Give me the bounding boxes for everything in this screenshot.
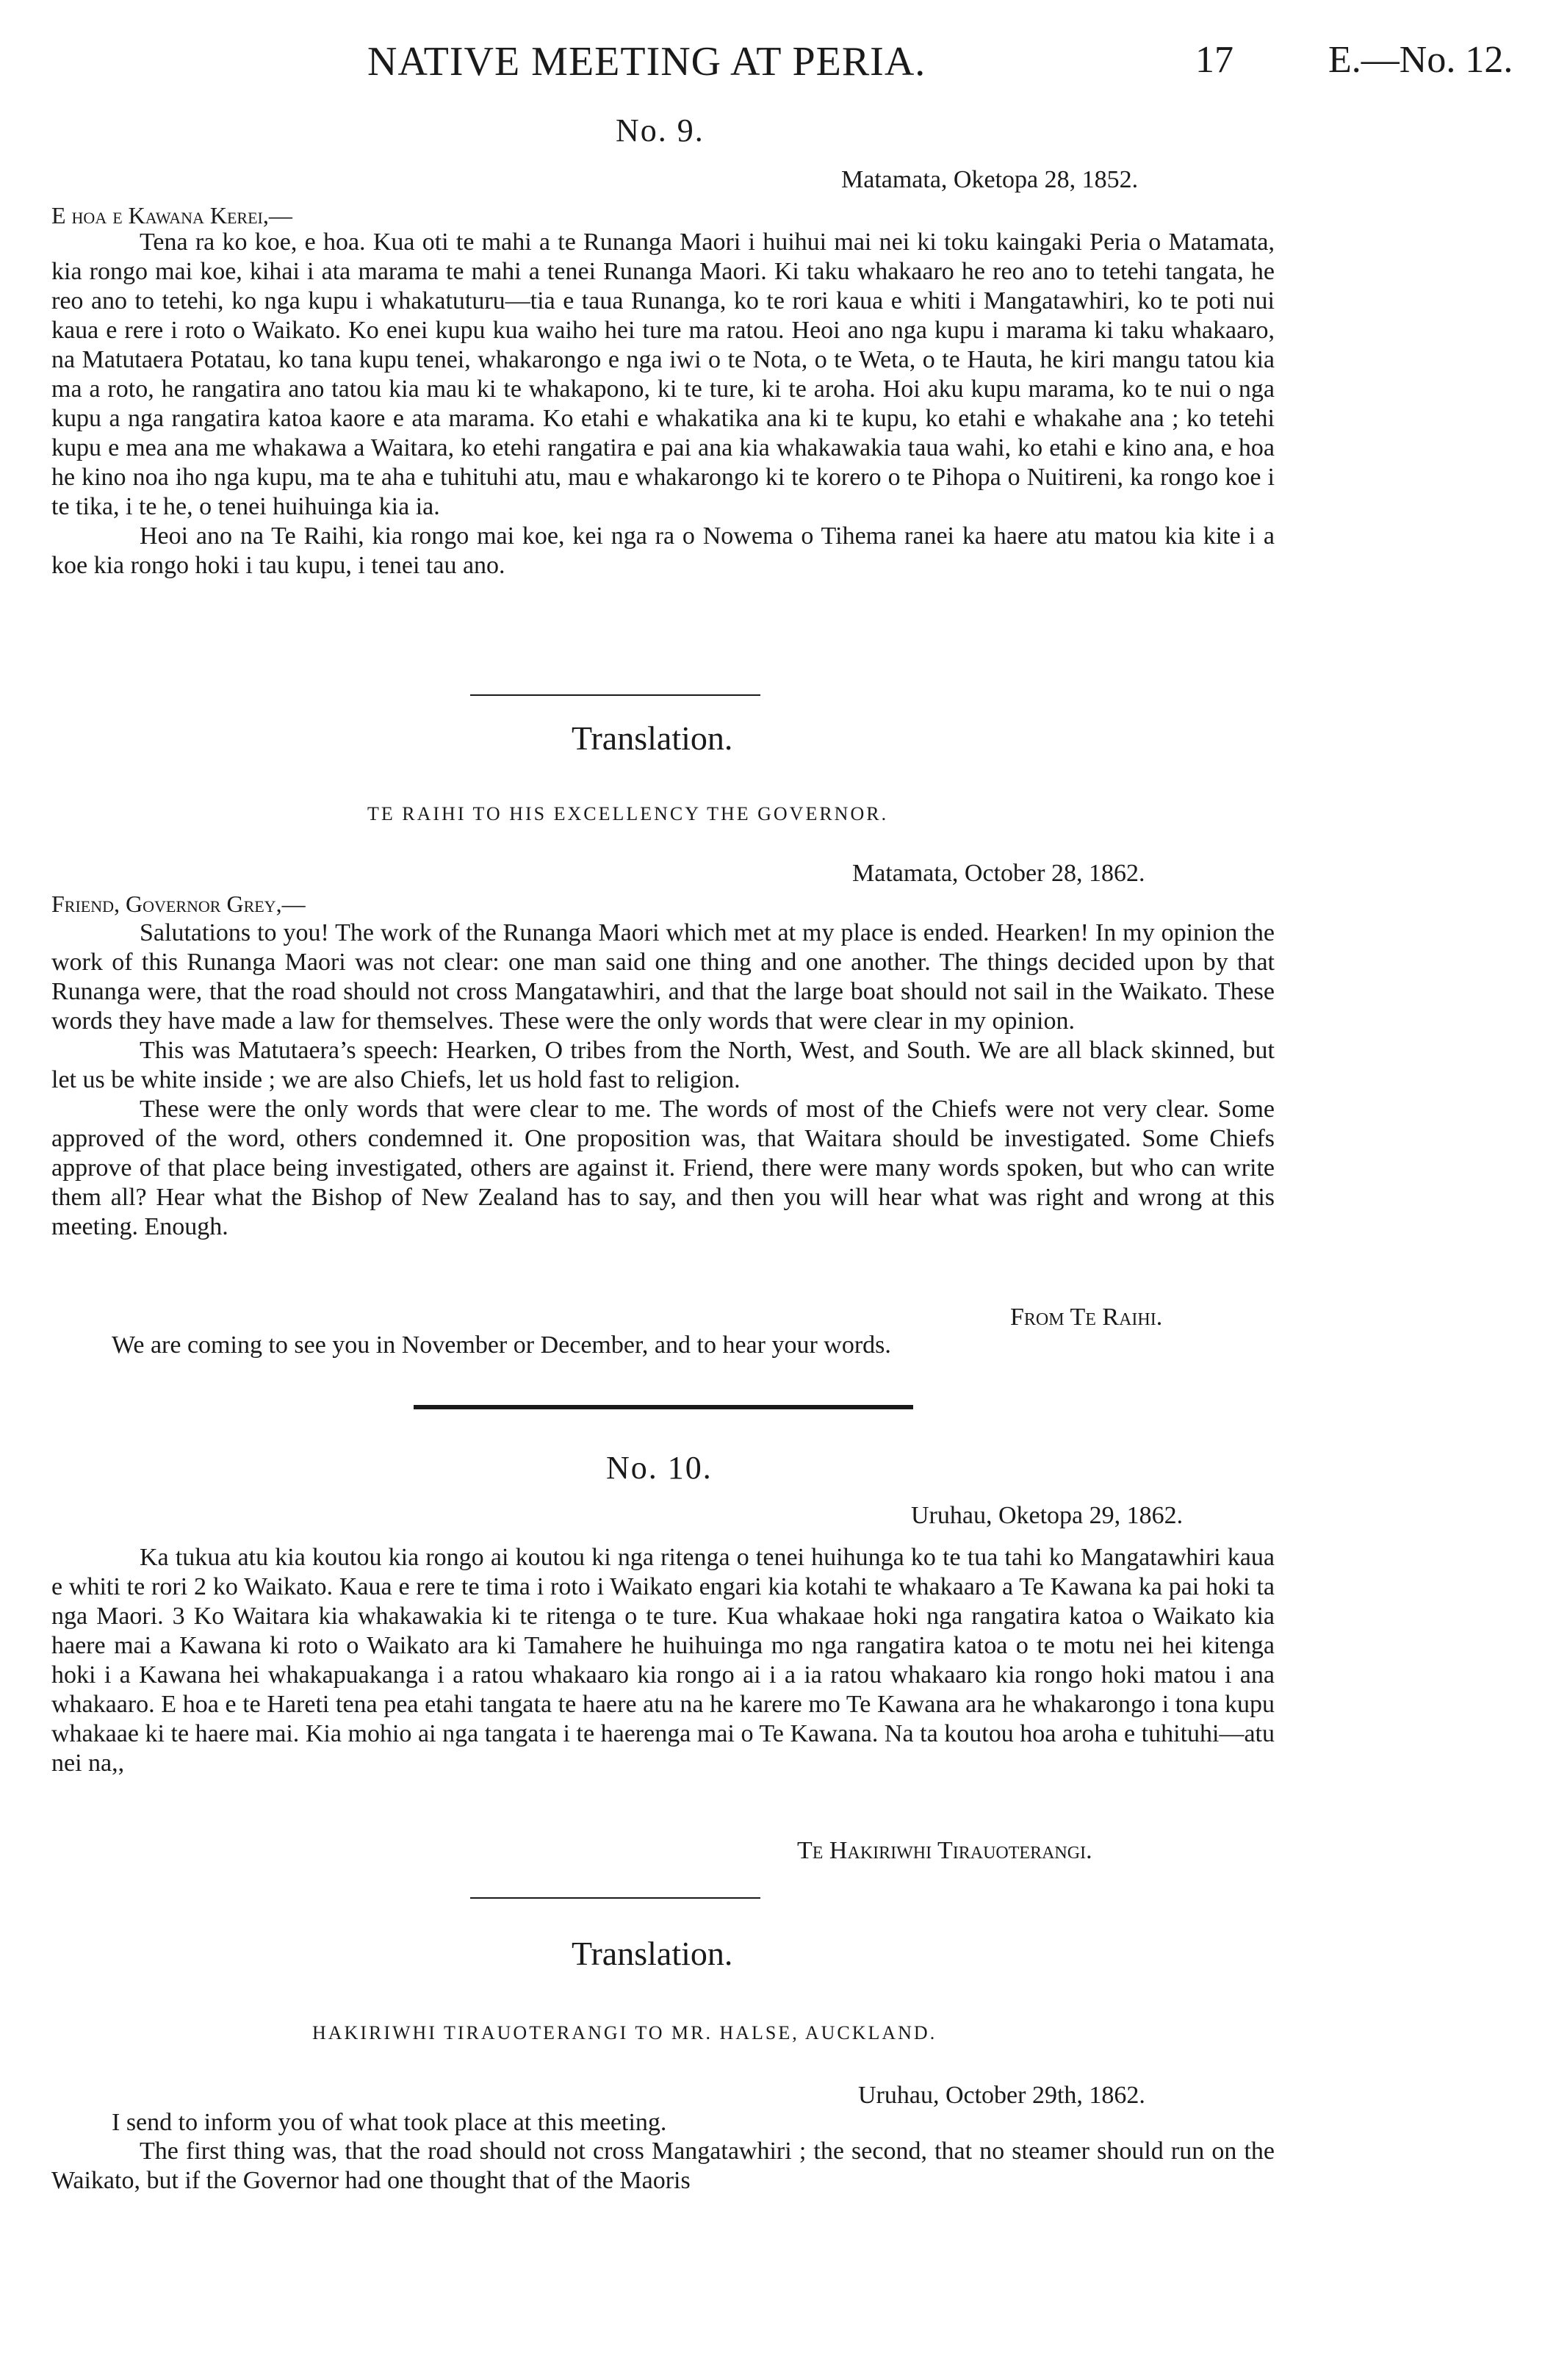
section-divider-thick	[414, 1405, 913, 1409]
letter-9-salutation: E hoa e Kawana Kerei,—	[51, 202, 292, 229]
running-header-title: NATIVE MEETING AT PERIA.	[367, 39, 926, 85]
translation-2-subheading: HAKIRIWHI TIRAUOTERANGI TO MR. HALSE, AUCKLAND.	[312, 2022, 937, 2043]
letter-9-date: Matamata, Oketopa 28, 1852.	[841, 166, 1139, 193]
letter-10-date: Uruhau, Oketopa 29, 1862.	[911, 1502, 1184, 1529]
document-reference: E.—No. 12.	[1328, 39, 1513, 81]
translation-2-opening-line: I send to inform you of what took place at this meeting.	[112, 2109, 667, 2136]
translation-1-postscript: We are coming to see you in November or December, and to hear your words.	[112, 1331, 891, 1359]
letter-10-body	[51, 1543, 1275, 1778]
translation-1-salutation: Friend, Governor Grey,—	[51, 891, 306, 917]
letter-9-paragraph: Tena ra ko koe, e hoa. Kua oti te mahi a te Runanga Maori i huihui mai nei ki toku kaingaki Peria o Matamata, kia rongo mai koe, kihai i ata marama te mahi a tenei Runanga Maori. Ki taku whakaaro he reo ano to tetehi tangata, he reo ano to tetehi, ko nga kupu i whakatuturu—tia e taua Runanga, ko te rori kaua e whiti i Mangatawhiri, ko te poti nui kaua e rere i roto o Waikato. Ko enei kupu kua waiho hei ture ma ratou. Heoi ano nga kupu i marama ki taku whakaaro, na Matutaera Potatau, ko tana kupu tenei, whakarongo e nga iwi o te Nota, o te Weta, o te Hauta, he kiri mangu tatou kia ma a roto, he rangatira ano tatou kia mau ki te whakapono, ki te ture, ki te aroha. Hoi aku kupu marama, ko te nui o nga kupu a nga rangatira katoa kaore e ata marama. Ko etahi e whakatika ana ki te kupu, ko etahi e whakahe ana ; ko tetehi kupu e mea ana me whakawa a Waitara, ko etehi rangatira e pai ana kia whakawakia taua wahi, ko etahi e kino ana, e hoa he kino noa iho nga kupu, ma te aha e tuhituhi atu, mau e whakarongo ki te korero o te Pihopa o Nuitireni, ka rongo koe i te tika, i te he, o tenei huihuinga kia ia.	[51, 229, 1275, 520]
translation-1-paragraph: This was Matutaera’s speech: Hearken, O tribes from the North, West, and South. We are all black skinned, but let us be white inside ; we are also Chiefs, let us hold fast to religion.	[51, 1037, 1275, 1093]
letter-10-paragraph: Ka tukua atu kia koutou kia rongo ai koutou ki nga ritenga o tenei huihunga ko te tua tahi ko Mangatawhiri kaua e whiti te rori 2 ko Waikato. Kaua e rere te tima i roto i Waikato engari kia kotahi te whakaaro a Te Kawana ka pai hoki ta nga Maori. 3 Ko Waitara kia whakawakia ki te ritenga o te ture. Kua whakaae hoki nga rangatira katoa o Waikato kia haere mai a Kawana ki roto o Waikato ara ki Tamahere he huihuinga mo nga rangatira katoa o te motu nei hei kitenga hoki i a Kawana hei whakapuakanga i a ratou whakaaro kia rongo ai i a ia ratou whakaaro kia rongo hoki matou i ana whakaaro. E hoa e te Hareti tena pea etahi tangata te haere atu na he karere mo Te Kawana ara he whakarongo i tona kupu whakaae ki te haere mai. Kia mohio ai nga tangata i te haerenga mai o Te Kawana. Na ta koutou hoa aroha e tuhituhi—atu nei na,,	[51, 1544, 1275, 1777]
page-number: 17	[1195, 39, 1233, 81]
translation-2-heading: Translation.	[572, 1935, 733, 1972]
letter-9-paragraph: Heoi ano na Te Raihi, kia rongo mai koe, kei nga ra o Nowema o Tihema ranei ka haere atu matou kia kite i a koe kia rongo hoki i tau kupu, i tenei tau ano.	[51, 522, 1275, 579]
section-divider	[470, 694, 760, 696]
section-divider	[470, 1897, 760, 1899]
letter-9-body	[51, 228, 1275, 580]
translation-2-paragraph: The first thing was, that the road should not cross Mangatawhiri ; the second, that no steamer should run on the Waikato, but if the Governor had one thought that of the Maoris	[51, 2138, 1275, 2194]
letter-10-signature: Te Hakiriwhi Tirauoterangi.	[797, 1837, 1092, 1864]
translation-2-body	[51, 2137, 1275, 2196]
translation-1-paragraph: Salutations to you! The work of the Runanga Maori which met at my place is ended. Hearken! In my opinion the work of this Runanga Maori was not clear: one man said one thing and one another. The things decided upon by that Runanga were, that the road should not cross Mangatawhiri, and that the large boat should not sail in the Waikato. These words they have made a law for themselves. These were the only words that were clear in my opinion.	[51, 919, 1275, 1035]
translation-1-date: Matamata, October 28, 1862.	[852, 860, 1145, 887]
translation-1-subheading: TE RAIHI TO HIS EXCELLENCY THE GOVERNOR.	[367, 803, 889, 824]
letter-9-heading: No. 9.	[616, 112, 705, 148]
translation-1-paragraph: These were the only words that were clear to me. The words of most of the Chiefs were not very clear. Some approved of the word, others condemned it. One proposition was, that Waitara should be investigated. Some Chiefs approve of that place being investigated, others are against it. Friend, there were many words spoken, but who can write them all? Hear what the Bishop of New Zealand has to say, and then you will hear what was right and wrong at this meeting. Enough.	[51, 1096, 1275, 1240]
translation-1-heading: Translation.	[572, 719, 733, 757]
translation-2-date: Uruhau, October 29th, 1862.	[858, 2082, 1145, 2109]
translation-1-signature: From Te Raihi.	[1010, 1304, 1163, 1331]
translation-1-body	[51, 918, 1275, 1242]
letter-10-heading: No. 10.	[606, 1450, 713, 1486]
